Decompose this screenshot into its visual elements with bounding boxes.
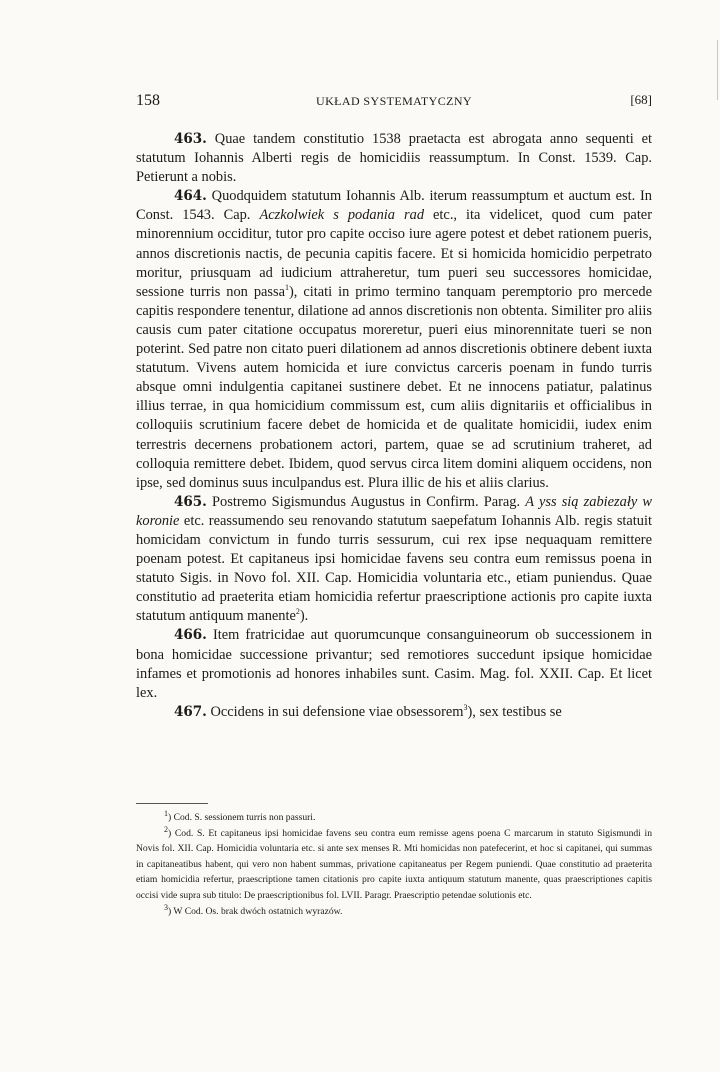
paragraph-text: etc. reassumendo seu renovando statutum saepefatum Iohannis Alb. regis statuit homicidam convictum in fundo turris sessurum, cui rex ipse nequaquam remittere poenam potest. Et capitaneus ipsi homicidae favens seu contra eum remissus poena in statuto Sigis. in Novo fol. XII. Cap. Homicidia voluntaria etc., etiam puniendus. Quae constitutio ad praeterita etiam homicidia refertur praescriptione actionis pro capite iuxta statutum antiquum manente [136,512,652,625]
paragraph-463 [136,130,652,187]
footnote-mark: 1 [164,808,168,818]
paragraph-text: ), citati in primo termino tanquam peremptorio pro mercede capitis respondere tenentur, dilatione ad annos discretionis non obtenta. Similiter pro aliis causis cum pater citatione occupatus moreretur, pueri eius minorennitate tueri se non poterint. Sed patre non citato pueri dilationem ad annos discretionis obtinere debent iuxta statutum. Vivens autem homicida et iure convictus carceris poenam in fundo turris absque omni indulgentia capitanei sustinere debet. Et ne innocens patiatur, palatinus illius terrae, in qua homicidium commissum est, cum aliis dignitariis et officialibus in colloquiis scrutinium facere debet de homicida et de qualitate homicidii, iudex enim terrestris decernens probationem actori, partem, quae se ad scrutinium traheret, ad colloquia remittere debet. Ibidem, quod servus circa litem domini aliquem occidens, non ipse, sed dominus suus inculpandus est. Plura illic de his et aliis clarius. [136,283,653,491]
paragraph-number: 464. [174,188,207,205]
paragraph-text: ), sex testibus se [467,703,562,720]
footnote-text: ) W Cod. Os. brak dwóch ostatnich wyrazów. [168,905,343,917]
paragraph-number: 467. [174,703,207,720]
paragraph-text: Quae tandem constitutio 1538 praetacta est abrogata anno sequenti et statutum Iohannis Alberti regis de homicidiis reassumptum. In Const. 1539. Cap. Petierunt a nobis. [136,131,652,186]
paragraph-text: Postremo Sigismundus Augustus in Confirm. Parag. [206,493,526,510]
footnote-2 [136,826,652,904]
paragraph-text: Occidens in sui defensione viae obsessorem [206,703,464,720]
page-number: 158 [136,92,160,109]
footnote-text: ) Cod. S. Et capitaneus ipsi homicidae favens seu contra eum remisse agens poena C marcarum in statuto Sigismundi in Novis fol. XII. Cap. Homicidia voluntaria etc. si ante sex menses R. Mti homicidas non patefecerint, et hoc si capitanei, qui summas in capitaneatibus habent, qui vero non habent summas, privatione capitaneatus per Regem puniendi. Quae constitutio ad praeterita etiam homicidia refertur, praescriptione tamen citationis pro capite iuxta antiquum statutum manente, quas praescriptiones capitis occisi vide supra sub titulo: De praescriptionibus fol. LVII. Paragr. Praescriptio petendae solutionis etc. [136,827,652,901]
paragraph-text: etc., ita videlicet, quod cum pater minorennium occiditur, tutor pro capite occiso iure agere potest et debet rationem pueris, annos discretionis nactis, de pecunia capitis facere. Et si homicida homicidio perpetrato moritur, priusquam ad iudicium attraheretur, tum pueri seu successores homicidae, sessione turris non passa [136,207,652,300]
footnote-mark: 2 [164,824,168,834]
original-page-number: [68] [630,92,652,107]
paragraph-number: 463. [174,131,207,147]
footnote-text: ) Cod. S. sessionem turris non passuri. [168,812,316,823]
paragraph-text: Quodquidem statutum Iohannis Alb. iterum reassumptum et auctum est. In Const. 1543. Cap. [136,188,652,224]
footnote-ref: 3 [463,703,468,713]
paragraph-466 [136,626,652,702]
header-title: UKŁAD SYSTEMATYCZNY [316,94,472,108]
footnote-ref: 2 [295,607,300,617]
paragraph-number: 465. [174,493,207,510]
paragraph-464 [136,187,652,493]
paragraph-text: ). [299,608,309,625]
footnote-3 [136,904,652,920]
cited-title: Aczkolwiek s podania rad [259,207,425,224]
footnotes [136,810,652,919]
paragraph-465 [136,493,652,627]
paragraph-text: Item fratricidae aut quorumcunque consanguineorum ob successionem in bona homicidae successione privantur; sed remotiores succedunt ipsique homicidae infames et promotionis ad honores inhabiles sunt. Casim. Mag. fol. XXII. Cap. Et licet lex. [136,627,652,701]
page-edge-mark [717,40,718,100]
footnote-rule [136,803,208,804]
body-text [136,130,652,722]
footnote-1 [136,810,652,826]
running-header [136,92,652,114]
paragraph-number: 466. [174,627,207,644]
cited-title: A yss sią zabiezały w koronie [136,493,652,529]
footnote-ref: 1 [285,282,289,292]
footnote-mark: 3 [164,902,168,912]
paragraph-467 [136,703,652,722]
